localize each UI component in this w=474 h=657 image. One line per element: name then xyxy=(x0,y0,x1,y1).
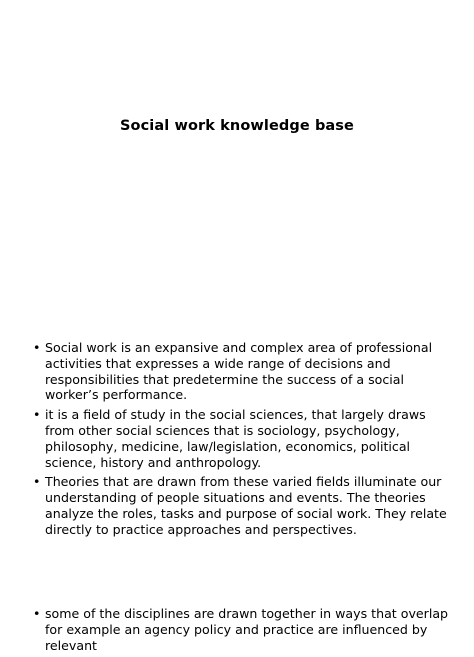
bullet-item xyxy=(33,407,453,470)
bullet-text: it is a field of study in the social sciences, that largely draws from other social sciences that is sociology, psychology, philosophy, medicine, law/legislation, economics, political science, history and anthropology. xyxy=(45,407,426,470)
bullet-item xyxy=(33,340,453,403)
page-title: Social work knowledge base xyxy=(120,118,354,134)
bullet-text: some of the disciplines are drawn together in ways that overlap for example an agency policy and practice are influenced by relevant xyxy=(45,606,449,653)
bullet-list-continued xyxy=(33,606,453,657)
bullet-dot-icon: • xyxy=(33,340,41,355)
bullet-item xyxy=(33,606,453,653)
bullet-item xyxy=(33,474,453,537)
bullet-dot-icon: • xyxy=(33,474,41,490)
bullet-list xyxy=(33,340,453,542)
bullet-dot-icon: • xyxy=(33,606,41,621)
bullet-text: Theories that are drawn from these varied fields illuminate our understanding of people situations and events. The theories analyze the roles, tasks and purpose of social work. They relate directly to practice approaches and perspectives. xyxy=(45,474,447,537)
bullet-text: Social work is an expansive and complex area of professional activities that expresses a wide range of decisions and responsibilities that predetermine the success of a social worker’s performance. xyxy=(45,340,433,403)
bullet-dot-icon: • xyxy=(33,407,41,423)
